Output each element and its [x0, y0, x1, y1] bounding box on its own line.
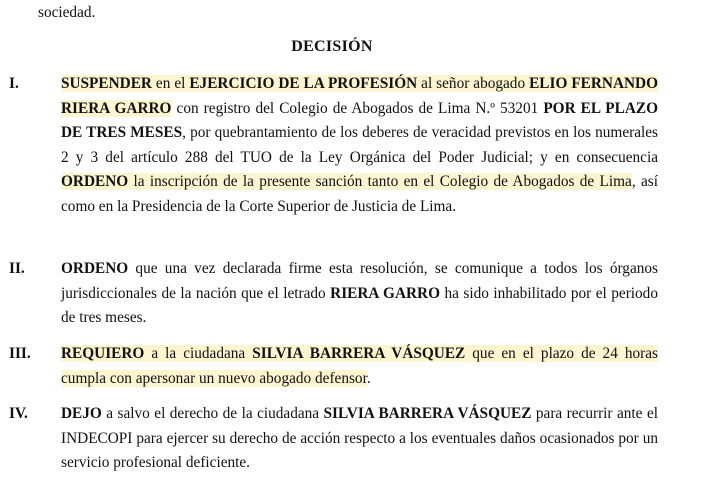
text-run: para recurrir ante el INDECOPI para ejercer su derecho de acción respecto a los eventuales daños ocasionados por un servicio profesional deficiente. — [61, 405, 658, 471]
highlighted-text — [61, 173, 632, 190]
text-run: . — [366, 369, 371, 387]
bold-text: SUSPENDER — [61, 75, 152, 92]
text-run: que una vez declarada firme esta resolución, se comunique a todos los órganos jurisdiccionales de la nación que el letrado — [61, 260, 658, 302]
item-numeral: III. — [9, 345, 31, 362]
text-run: al señor abogado — [417, 75, 530, 92]
item-numeral: IV. — [9, 405, 28, 422]
text-run: con registro del Colegio de Abogados de Lima N.º 53201 — [171, 99, 544, 117]
item-numeral: I. — [9, 75, 19, 92]
text-run: en el — [151, 75, 190, 92]
section-heading: DECISIÓN — [291, 38, 373, 55]
bold-text: REQUIERO — [61, 345, 145, 362]
small-caps-text: RIERA GARRO — [330, 284, 440, 302]
bold-text: DEJO — [61, 405, 102, 422]
small-caps-text: SILVIA BARRERA VÁSQUEZ — [323, 405, 532, 422]
item-text — [61, 72, 658, 219]
bold-text: ORDENO — [61, 260, 129, 277]
text-run: , por quebrantamiento de los deberes de veracidad previstos en los numerales 2 y 3 del artículo 288 del TUO de la Ley Orgánica del Poder Judicial; y en consecuencia — [61, 124, 658, 166]
text-run: que en el plazo de 24 horas cumpla con apersonar un nuevo abogado defensor — [61, 345, 658, 387]
item-text — [61, 402, 658, 476]
previous-paragraph-fragment: sociedad. — [38, 4, 96, 21]
text-run: ha sido inhabilitado por el periodo de tres meses. — [61, 284, 658, 326]
bold-text: ORDENO — [61, 173, 129, 190]
item-text — [61, 342, 658, 391]
small-caps-text: POR EL PLAZO DE TRES MESES — [61, 99, 659, 141]
highlighted-text — [61, 345, 658, 387]
text-run: a la ciudadana — [144, 345, 253, 362]
small-caps-text: EJERCICIO DE LA PROFESIÓN — [189, 75, 418, 92]
text-run: la inscripción de la presente sanción tanto en el Colegio de Abogados de Lima — [128, 173, 632, 190]
item-numeral: II. — [9, 260, 25, 277]
small-caps-text: ELIO FERNANDO RIERA GARRO — [61, 75, 659, 117]
text-run: , así como en la Presidencia de la Corte Superior de Justicia de Lima. — [61, 173, 658, 215]
text-run: a salvo el derecho de la ciudadana — [101, 405, 324, 422]
small-caps-text: SILVIA BARRERA VÁSQUEZ — [252, 345, 466, 362]
item-text — [61, 257, 658, 331]
